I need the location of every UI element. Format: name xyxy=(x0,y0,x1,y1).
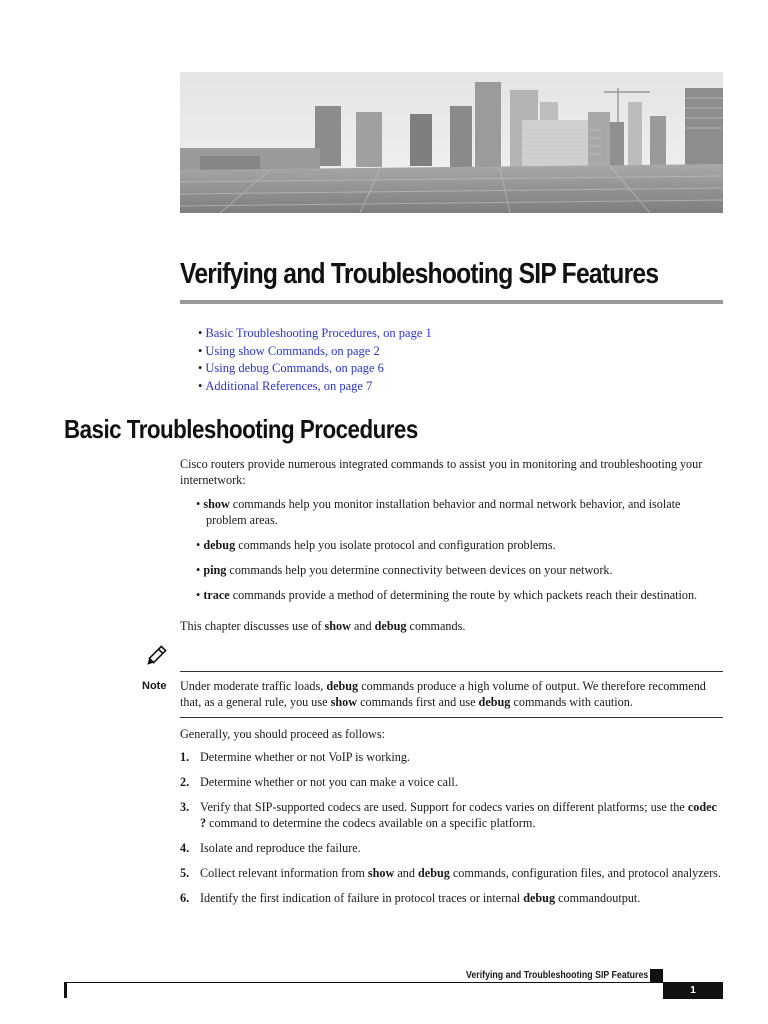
text: This chapter discusses use of xyxy=(180,619,325,633)
command-item-trace xyxy=(196,587,723,603)
intro-paragraph: Cisco routers provide numerous integrated commands to assist you in monitoring and troubleshooting your internetwork: xyxy=(180,457,703,487)
toc-item xyxy=(198,325,432,343)
pencil-icon xyxy=(142,644,168,670)
chapter-toc xyxy=(198,325,432,395)
step-text: commands, configuration files, and protocol analyzers. xyxy=(449,866,721,880)
bullet-icon: • xyxy=(196,588,201,602)
step-item xyxy=(180,774,723,790)
page-number: 1 xyxy=(663,983,723,999)
command-keyword: show xyxy=(203,497,230,511)
command-keyword: debug xyxy=(203,538,236,552)
command-description-continued: problem areas. xyxy=(206,513,278,527)
section-title: Basic Troubleshooting Procedures xyxy=(64,414,418,444)
step-text: Isolate and reproduce the failure. xyxy=(200,841,361,855)
chapter-discusses-paragraph xyxy=(180,618,723,634)
step-text: Determine whether or not VoIP is working. xyxy=(200,750,410,764)
command-keyword: trace xyxy=(203,588,230,602)
text: and xyxy=(350,619,375,633)
command-item-ping xyxy=(196,562,723,578)
command-keyword: debug xyxy=(374,619,407,633)
toc-item xyxy=(198,378,432,396)
command-keyword: debug xyxy=(523,891,556,905)
step-number: 1. xyxy=(180,750,190,764)
toc-link-basic-troubleshooting[interactable]: Basic Troubleshooting Procedures, on page 1 xyxy=(205,326,432,340)
command-keyword: ping xyxy=(203,563,227,577)
bullet-icon: • xyxy=(198,343,203,358)
command-keyword: debug xyxy=(326,679,359,693)
banner-image xyxy=(180,72,723,213)
bullet-icon: • xyxy=(196,563,201,577)
toc-link-debug-commands[interactable]: Using debug Commands, on page 6 xyxy=(205,361,384,375)
text: Under moderate traffic loads, xyxy=(180,679,327,693)
bullet-icon: • xyxy=(198,378,203,393)
procedure-steps xyxy=(180,749,723,906)
generally-paragraph: Generally, you should proceed as follows: xyxy=(180,727,385,741)
command-item-debug xyxy=(196,537,723,553)
command-keyword: show xyxy=(324,619,351,633)
footer-rule xyxy=(64,982,723,983)
step-text: Identify the first indication of failure in protocol traces or internal xyxy=(200,891,524,905)
command-description: commands provide a method of determining the route by which packets reach their destination. xyxy=(229,588,698,602)
command-keyword: debug xyxy=(418,866,450,880)
step-item xyxy=(180,749,723,765)
chapter-title: Verifying and Troubleshooting SIP Features xyxy=(180,258,659,290)
command-description: commands help you determine connectivity between devices on your network. xyxy=(226,563,613,577)
step-item xyxy=(180,799,723,831)
footer-marker xyxy=(650,969,663,982)
step-item xyxy=(180,890,723,906)
text: commands first and use xyxy=(357,695,479,709)
step-text: commandoutput. xyxy=(555,891,641,905)
footer-tick xyxy=(64,982,67,998)
command-description: commands help you monitor installation behavior and normal network behavior, and isolate xyxy=(229,497,681,511)
text: commands produce a high volume of output. We therefore recommend that, as a general rule, you use xyxy=(180,679,706,709)
command-description: commands help you isolate protocol and configuration problems. xyxy=(235,538,556,552)
step-text: and xyxy=(394,866,418,880)
note-rule-bottom xyxy=(180,717,723,718)
footer-title: Verifying and Troubleshooting SIP Features xyxy=(466,970,649,981)
step-text: Verify that SIP-supported codecs are used. Support for codecs varies on different platforms; use the xyxy=(200,800,688,814)
toc-item xyxy=(198,343,432,361)
command-item-show xyxy=(196,496,723,528)
command-keyword: show xyxy=(367,866,395,880)
step-number: 4. xyxy=(180,841,190,855)
step-number: 6. xyxy=(180,891,190,905)
text: commands with caution. xyxy=(510,695,633,709)
note-text xyxy=(180,678,723,710)
toc-item xyxy=(198,360,432,378)
bullet-icon: • xyxy=(198,361,203,375)
toc-link-show-commands[interactable]: Using show Commands, on page 2 xyxy=(205,343,380,358)
command-keyword: show xyxy=(330,695,358,709)
step-number: 3. xyxy=(180,800,190,814)
command-keyword: debug xyxy=(478,695,511,709)
toc-link-additional-references[interactable]: Additional References, on page 7 xyxy=(205,378,373,393)
text: commands. xyxy=(406,619,466,633)
bullet-icon: • xyxy=(198,326,203,340)
step-item xyxy=(180,840,723,856)
step-item xyxy=(180,865,723,881)
title-rule xyxy=(180,300,723,304)
step-number: 5. xyxy=(180,866,190,880)
step-text: Determine whether or not you can make a voice call. xyxy=(200,775,458,789)
note-rule-top xyxy=(180,671,723,672)
step-text: Collect relevant information from xyxy=(200,866,368,880)
step-number: 2. xyxy=(180,775,190,789)
command-keyword: codec ? xyxy=(200,800,717,830)
step-text: command to determine the codecs available on a specific platform. xyxy=(206,816,536,830)
bullet-icon: • xyxy=(196,538,201,552)
bullet-icon: • xyxy=(196,497,201,511)
note-label: Note xyxy=(142,680,167,692)
